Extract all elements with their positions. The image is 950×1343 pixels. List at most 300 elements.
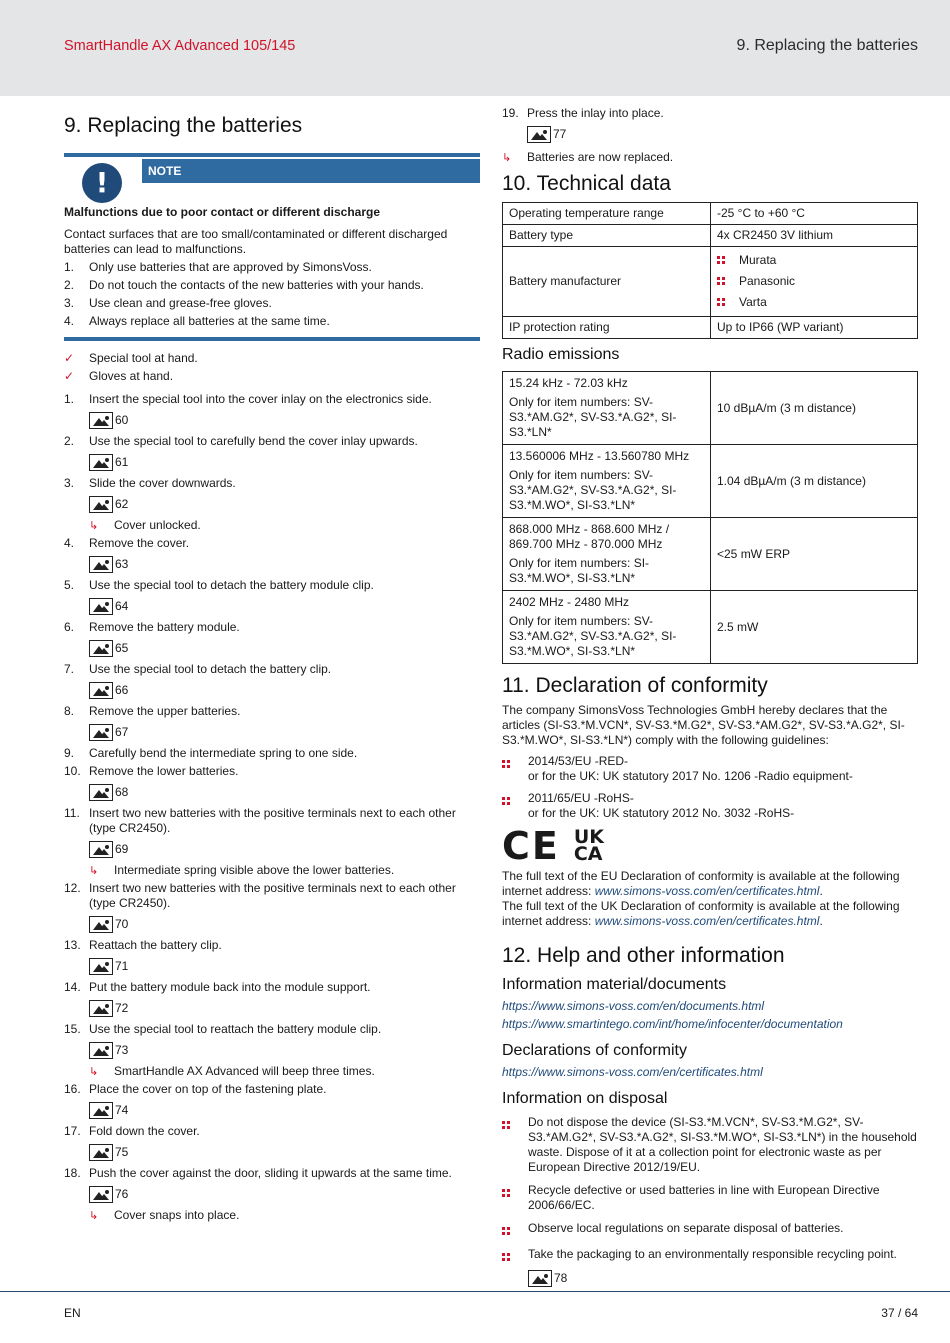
prerequisites [64,351,480,384]
figure-number: 70 [115,916,129,931]
bullet-square [502,1227,510,1235]
manufacturer-name: Varta [739,295,767,309]
section-title: 9. Replacing the batteries [64,114,303,137]
radio-value: 10 dBµA/m (3 m distance) [711,372,918,445]
step-item [64,434,480,473]
figure-number: 61 [115,454,129,469]
step-body [89,536,480,575]
disposal-item [502,1115,918,1175]
step-number: 2. [64,434,75,448]
step-text: Use the special tool to detach the battery module clip. [89,578,374,592]
tech-row [503,203,918,225]
step-text: Press the inlay into place. [527,106,664,120]
radio-frequency: 13.560006 MHz - 13.560780 MHz [509,449,690,463]
figure-number: 67 [115,724,129,739]
image-icon [89,682,113,699]
step-result [89,863,480,878]
image-icon-sun [105,1046,109,1050]
guideline-text [528,754,853,784]
step-text: Use the special tool to carefully bend the cover inlay upwards. [89,434,418,448]
radio-band [503,591,711,664]
uk-link[interactable]: www.simons-voss.com/en/certificates.html [594,914,820,928]
image-icon [89,784,113,801]
step-number: 14. [64,980,81,994]
exclamation-icon: ! [82,163,122,203]
tech-value: -25 °C to +60 °C [711,203,918,225]
eu-period: . [819,884,823,898]
step-text: Push the cover against the door, sliding it upwards at the same time. [89,1166,452,1180]
disposal-item [502,1247,918,1265]
step-result [89,1208,480,1223]
step-body [89,620,480,659]
step-body [89,764,480,803]
figure-ref [89,1141,480,1163]
disposal-text: Observe local regulations on separate disposal of batteries. [528,1221,844,1235]
image-icon [89,412,113,429]
bullet-square [502,760,510,768]
radio-value: 1.04 dBµA/m (3 m distance) [711,445,918,518]
tech-label: IP protection rating [503,317,711,339]
tech-label: Battery manufacturer [503,247,711,317]
step-text: Place the cover on top of the fastening plate. [89,1082,327,1096]
step-text: Fold down the cover. [89,1124,200,1138]
step-number: 17. [64,1124,81,1138]
figure-number: 68 [115,784,129,799]
step-number: 1. [64,392,75,406]
result-arrow-icon: ↳ [89,864,99,877]
step-body [89,1082,480,1121]
bullet-square [502,1253,510,1261]
tech-row [503,225,918,247]
bullet-square [502,1121,510,1129]
note-list [64,260,480,329]
note-box [64,153,480,199]
figure-ref [89,595,480,617]
figure-number: 66 [115,682,129,697]
figure-ref [89,553,480,575]
figure-ref [89,721,480,743]
radio-frequency: 868.000 MHz - 868.600 MHz / 869.700 MHz - 870.000 MHz [509,522,670,551]
radio-row [503,445,918,518]
step-item [64,1022,480,1079]
figure-ref [89,679,480,701]
image-icon-sun [105,1004,109,1008]
step-text: Remove the cover. [89,536,190,550]
figure-number: 62 [115,496,129,511]
disposal-list [502,1115,918,1265]
step-body [89,704,480,743]
figure-ref [89,493,480,515]
tech-label: Battery type [503,225,711,247]
step-text: Insert two new batteries with the positive terminals next to each other (type CR2450). [89,881,456,910]
radio-items: Only for item numbers: SI-S3.*M.WO*, SI-S3.*LN* [509,556,650,585]
disposal-item [502,1183,918,1213]
image-icon-sun [105,845,109,849]
bullet-icon [502,1221,528,1239]
image-icon [89,1000,113,1017]
step-number: 15. [64,1022,81,1036]
info-links [502,999,918,1032]
step-number: 12. [64,881,81,895]
radio-band [503,518,711,591]
figure-ref [527,123,918,145]
step-item [64,704,480,743]
figure-number: 73 [115,1042,129,1057]
guideline-uk: or for the UK: UK statutory 2017 No. 1206 -Radio equipment- [528,769,853,783]
bullet-icon [502,791,528,821]
figure-number: 63 [115,556,129,571]
step-text: Remove the lower batteries. [89,764,239,778]
disposal-text: Do not dispose the device (SI-S3.*M.VCN*, SV-S3.*M.G2*, SV-S3.*AM.G2*, SV-S3.*A.G2*, SI-S3.*M.WO*, SI-S3.*LN*) in the household waste. Dispose of it at a collection point for electronic waste as per European Directive 2012/19/EU. [528,1115,917,1174]
step-body [527,106,918,145]
page-header [0,0,950,96]
step-item [64,980,480,1019]
step-result [89,518,480,533]
image-icon-sun [105,644,109,648]
figure-number: 76 [115,1186,129,1201]
image-icon [89,556,113,573]
image-icon [89,598,113,615]
bullet-icon [502,754,528,784]
conformity-title: 11. Declaration of conformity [502,674,768,697]
image-icon-sun [105,1106,109,1110]
image-icon-sun [105,920,109,924]
result-arrow-icon: ↳ [89,519,99,532]
left-column [64,113,480,1223]
guideline-code: 2014/53/EU -RED- [528,754,629,768]
tech-value [711,247,918,317]
image-icon [89,841,113,858]
figure-ref [89,913,480,935]
step-number: 9. [64,746,75,760]
step-item [502,106,918,145]
guideline-text [528,791,794,821]
checkmark-icon: ✓ [64,351,75,365]
disposal-title: Information on disposal [502,1090,668,1107]
radio-row [503,372,918,445]
step-body [89,392,480,431]
footer-page-number: 37 / 64 [881,1306,918,1320]
image-icon-sun [105,788,109,792]
list-item [64,296,480,311]
step-text: Reattach the battery clip. [89,938,222,952]
figure-ref [528,1267,918,1289]
figure-number: 65 [115,640,129,655]
radio-items: Only for item numbers: SV-S3.*AM.G2*, SV-S3.*A.G2*, SI-S3.*M.WO*, SI-S3.*LN* [509,468,677,512]
step-body [89,662,480,701]
tech-row [503,317,918,339]
step-item [64,392,480,431]
tech-row [503,247,918,317]
manufacturer-item [717,250,911,271]
radio-frequency: 2402 MHz - 2480 MHz [509,595,630,609]
radio-band [503,445,711,518]
radio-band [503,372,711,445]
prerequisite-item [64,369,480,384]
item-number: 3. [64,296,75,310]
step-item [64,578,480,617]
guideline-code: 2011/65/EU -RoHS- [528,791,634,805]
manufacturer-item [717,292,911,313]
step-number: 11. [64,806,80,820]
note-label: NOTE [142,159,480,183]
image-icon [89,724,113,741]
bullet-icon [717,298,725,306]
step-text: Use the special tool to detach the battery clip. [89,662,332,676]
step-number: 13. [64,938,81,952]
step-result [89,1064,480,1079]
item-number: 2. [64,278,75,292]
image-icon [89,1102,113,1119]
step-item [64,620,480,659]
result-arrow-icon: ↳ [89,1065,99,1078]
uk-text: The full text of the UK Declaration of conformity is available at the following internet address: [502,899,900,928]
step-text: Remove the upper batteries. [89,704,241,718]
step-body [89,476,480,533]
bullet-icon [717,277,725,285]
radio-row [503,591,918,664]
step-number: 18. [64,1166,81,1180]
step-number: 16. [64,1082,81,1096]
result-text: Cover snaps into place. [114,1208,240,1222]
result-text: SmartHandle AX Advanced will beep three times. [114,1064,375,1078]
manufacturer-name: Murata [739,253,777,267]
steps-list-continued [502,106,918,165]
step-text: Remove the battery module. [89,620,240,634]
image-icon [528,1270,552,1287]
step-body [89,1124,480,1163]
image-icon [89,958,113,975]
item-text: Use clean and grease-free gloves. [89,296,272,310]
bullet-icon [502,1115,528,1175]
prerequisite-text: Gloves at hand. [89,369,174,383]
conformity-intro: The company SimonsVoss Technologies GmbH hereby declares that the articles (SI-S3.*M.VCN*, SV-S3.*M.G2*, SV-S3.*AM.G2*, SV-S3.*A.G2*, SI-S3.*M.WO*, SI-S3.*LN*) comply with the following guidelines: [502,703,905,747]
footer-language: EN [64,1306,81,1320]
image-icon-sun [105,686,109,690]
prerequisite-text: Special tool at hand. [89,351,198,365]
radio-table [502,371,918,664]
info-title: Information material/documents [502,976,727,993]
step-number: 4. [64,536,75,550]
step-item [64,536,480,575]
image-icon-sun [105,602,109,606]
step-item [64,1124,480,1163]
step-body [89,434,480,473]
figure-number: 72 [115,1000,129,1015]
ukca-mark-icon [573,826,605,865]
figure-ref [89,1183,480,1205]
step-number: 10. [64,764,81,778]
section-name: 9. Replacing the batteries [736,37,918,54]
step-body [89,578,480,617]
eu-link[interactable]: www.simons-voss.com/en/certificates.html [594,884,820,898]
image-icon-sun [105,500,109,504]
image-icon [89,640,113,657]
decl-title: Declarations of conformity [502,1042,687,1059]
uk-declaration [502,899,918,929]
figure-ref [89,955,480,977]
figure-number: 69 [115,841,129,856]
note-subtitle: Malfunctions due to poor contact or different discharge [64,205,381,219]
image-icon-sun [105,1190,109,1194]
result-text: Cover unlocked. [114,518,201,532]
help-title: 12. Help and other information [502,944,785,967]
item-number: 1. [64,260,75,274]
step-body [89,938,480,977]
figure-ref [89,997,480,1019]
figure-ref [89,1099,480,1121]
figure-ref [89,838,480,860]
list-item [64,260,480,275]
image-icon [89,1144,113,1161]
step-text: Use the special tool to reattach the battery module clip. [89,1022,382,1036]
tech-title: 10. Technical data [502,172,671,195]
step-text: Insert the special tool into the cover inlay on the electronics side. [89,392,432,406]
guideline-uk: or for the UK: UK statutory 2012 No. 3032 -RoHS- [528,806,795,820]
documents-link[interactable]: https://www.simons-voss.com/en/documents.html [502,999,765,1013]
product-name: SmartHandle AX Advanced 105/145 [64,38,296,54]
figure-ref [89,451,480,473]
image-icon [89,1186,113,1203]
image-icon-sun [105,962,109,966]
radio-title: Radio emissions [502,346,620,363]
guideline-item [502,791,918,821]
note-text: Contact surfaces that are too small/contaminated or different discharged batteries can lead to malfunctions. [64,227,448,256]
bullet-square [502,1189,510,1197]
step-item [64,476,480,533]
result-text: Batteries are now replaced. [527,150,674,164]
step-body [89,1166,480,1223]
step-body [89,806,480,878]
disposal-item [502,1221,918,1239]
step-number: 3. [64,476,75,490]
item-text: Do not touch the contacts of the new batteries with your hands. [89,278,424,292]
figure-number: 78 [554,1270,568,1285]
guideline-item [502,754,918,784]
disposal-text: Take the packaging to an environmentally responsible recycling point. [528,1247,897,1261]
image-icon [527,126,551,143]
image-icon [89,916,113,933]
radio-value: <25 mW ERP [711,518,918,591]
steps-list [64,392,480,1223]
figure-number: 64 [115,598,129,613]
ce-mark-icon: CE [502,824,560,868]
image-icon [89,496,113,513]
image-icon-sun [105,416,109,420]
guidelines-list [502,754,918,821]
eu-text: The full text of the EU Declaration of conformity is available at the following internet address: [502,869,900,898]
disposal-text: Recycle defective or used batteries in line with European Directive 2006/66/EC. [528,1183,880,1212]
bullet-icon [502,1247,528,1265]
ukca-top: UK [573,826,605,848]
step-item [64,746,480,761]
step-body [89,881,480,935]
image-icon [89,1042,113,1059]
step-text: Carefully bend the intermediate spring to one side. [89,746,358,760]
radio-frequency: 15.24 kHz - 72.03 kHz [509,376,628,390]
step-text: Insert two new batteries with the positive terminals next to each other (type CR2450). [89,806,456,835]
tech-label: Operating temperature range [503,203,711,225]
item-text: Always replace all batteries at the same time. [89,314,330,328]
radio-items: Only for item numbers: SV-S3.*AM.G2*, SV-S3.*A.G2*, SI-S3.*LN* [509,395,677,439]
uk-period: . [819,914,823,928]
image-icon-sun [105,1148,109,1152]
bullet-icon [717,256,725,264]
step-item [64,938,480,977]
list-item [64,314,480,329]
step-item [64,881,480,935]
image-icon-sun [105,458,109,462]
step-number: 8. [64,704,75,718]
step-item [64,764,480,803]
figure-ref [89,781,480,803]
item-text: Only use batteries that are approved by SimonsVoss. [89,260,372,274]
step-body [89,746,480,761]
radio-value: 2.5 mW [711,591,918,664]
conformity-marks [502,824,918,868]
image-icon-sun [105,728,109,732]
figure-ref [89,409,480,431]
documentation-link[interactable]: https://www.smartintego.com/int/home/infocenter/documentation [502,1017,843,1031]
step-item [64,1082,480,1121]
image-icon-sun [543,130,547,134]
figure-ref [89,637,480,659]
certificates-link[interactable]: https://www.simons-voss.com/en/certificates.html [502,1065,763,1079]
ukca-bottom: CA [573,843,603,865]
image-icon [89,454,113,471]
item-number: 4. [64,314,75,328]
image-icon-sun [105,560,109,564]
step-body [89,1022,480,1079]
step-result [502,150,918,165]
step-item [64,662,480,701]
step-number: 19. [502,106,519,120]
footer-divider [0,1291,950,1292]
note-divider [64,337,480,341]
bullet-square [502,797,510,805]
result-text: Intermediate spring visible above the lower batteries. [114,863,395,877]
tech-table [502,202,918,339]
checkmark-icon: ✓ [64,369,75,383]
radio-row [503,518,918,591]
figure-number: 60 [115,412,129,427]
figure-ref [89,1039,480,1061]
step-body [89,980,480,1019]
result-arrow-icon: ↳ [502,151,512,164]
figure-number: 75 [115,1144,129,1159]
step-text: Slide the cover downwards. [89,476,236,490]
prerequisite-item [64,351,480,366]
list-item [64,278,480,293]
step-item [64,1166,480,1223]
tech-value: Up to IP66 (WP variant) [711,317,918,339]
tech-value: 4x CR2450 3V lithium [711,225,918,247]
figure-number: 74 [115,1102,129,1117]
step-text: Put the battery module back into the module support. [89,980,371,994]
step-number: 7. [64,662,75,676]
result-arrow-icon: ↳ [89,1209,99,1222]
bullet-icon [502,1183,528,1213]
eu-declaration [502,869,918,899]
step-item [64,806,480,878]
step-number: 6. [64,620,75,634]
right-column [502,106,918,1289]
figure-number: 77 [553,126,567,141]
manufacturer-item [717,271,911,292]
step-number: 5. [64,578,75,592]
manufacturer-name: Panasonic [739,274,796,288]
figure-number: 71 [115,958,129,973]
